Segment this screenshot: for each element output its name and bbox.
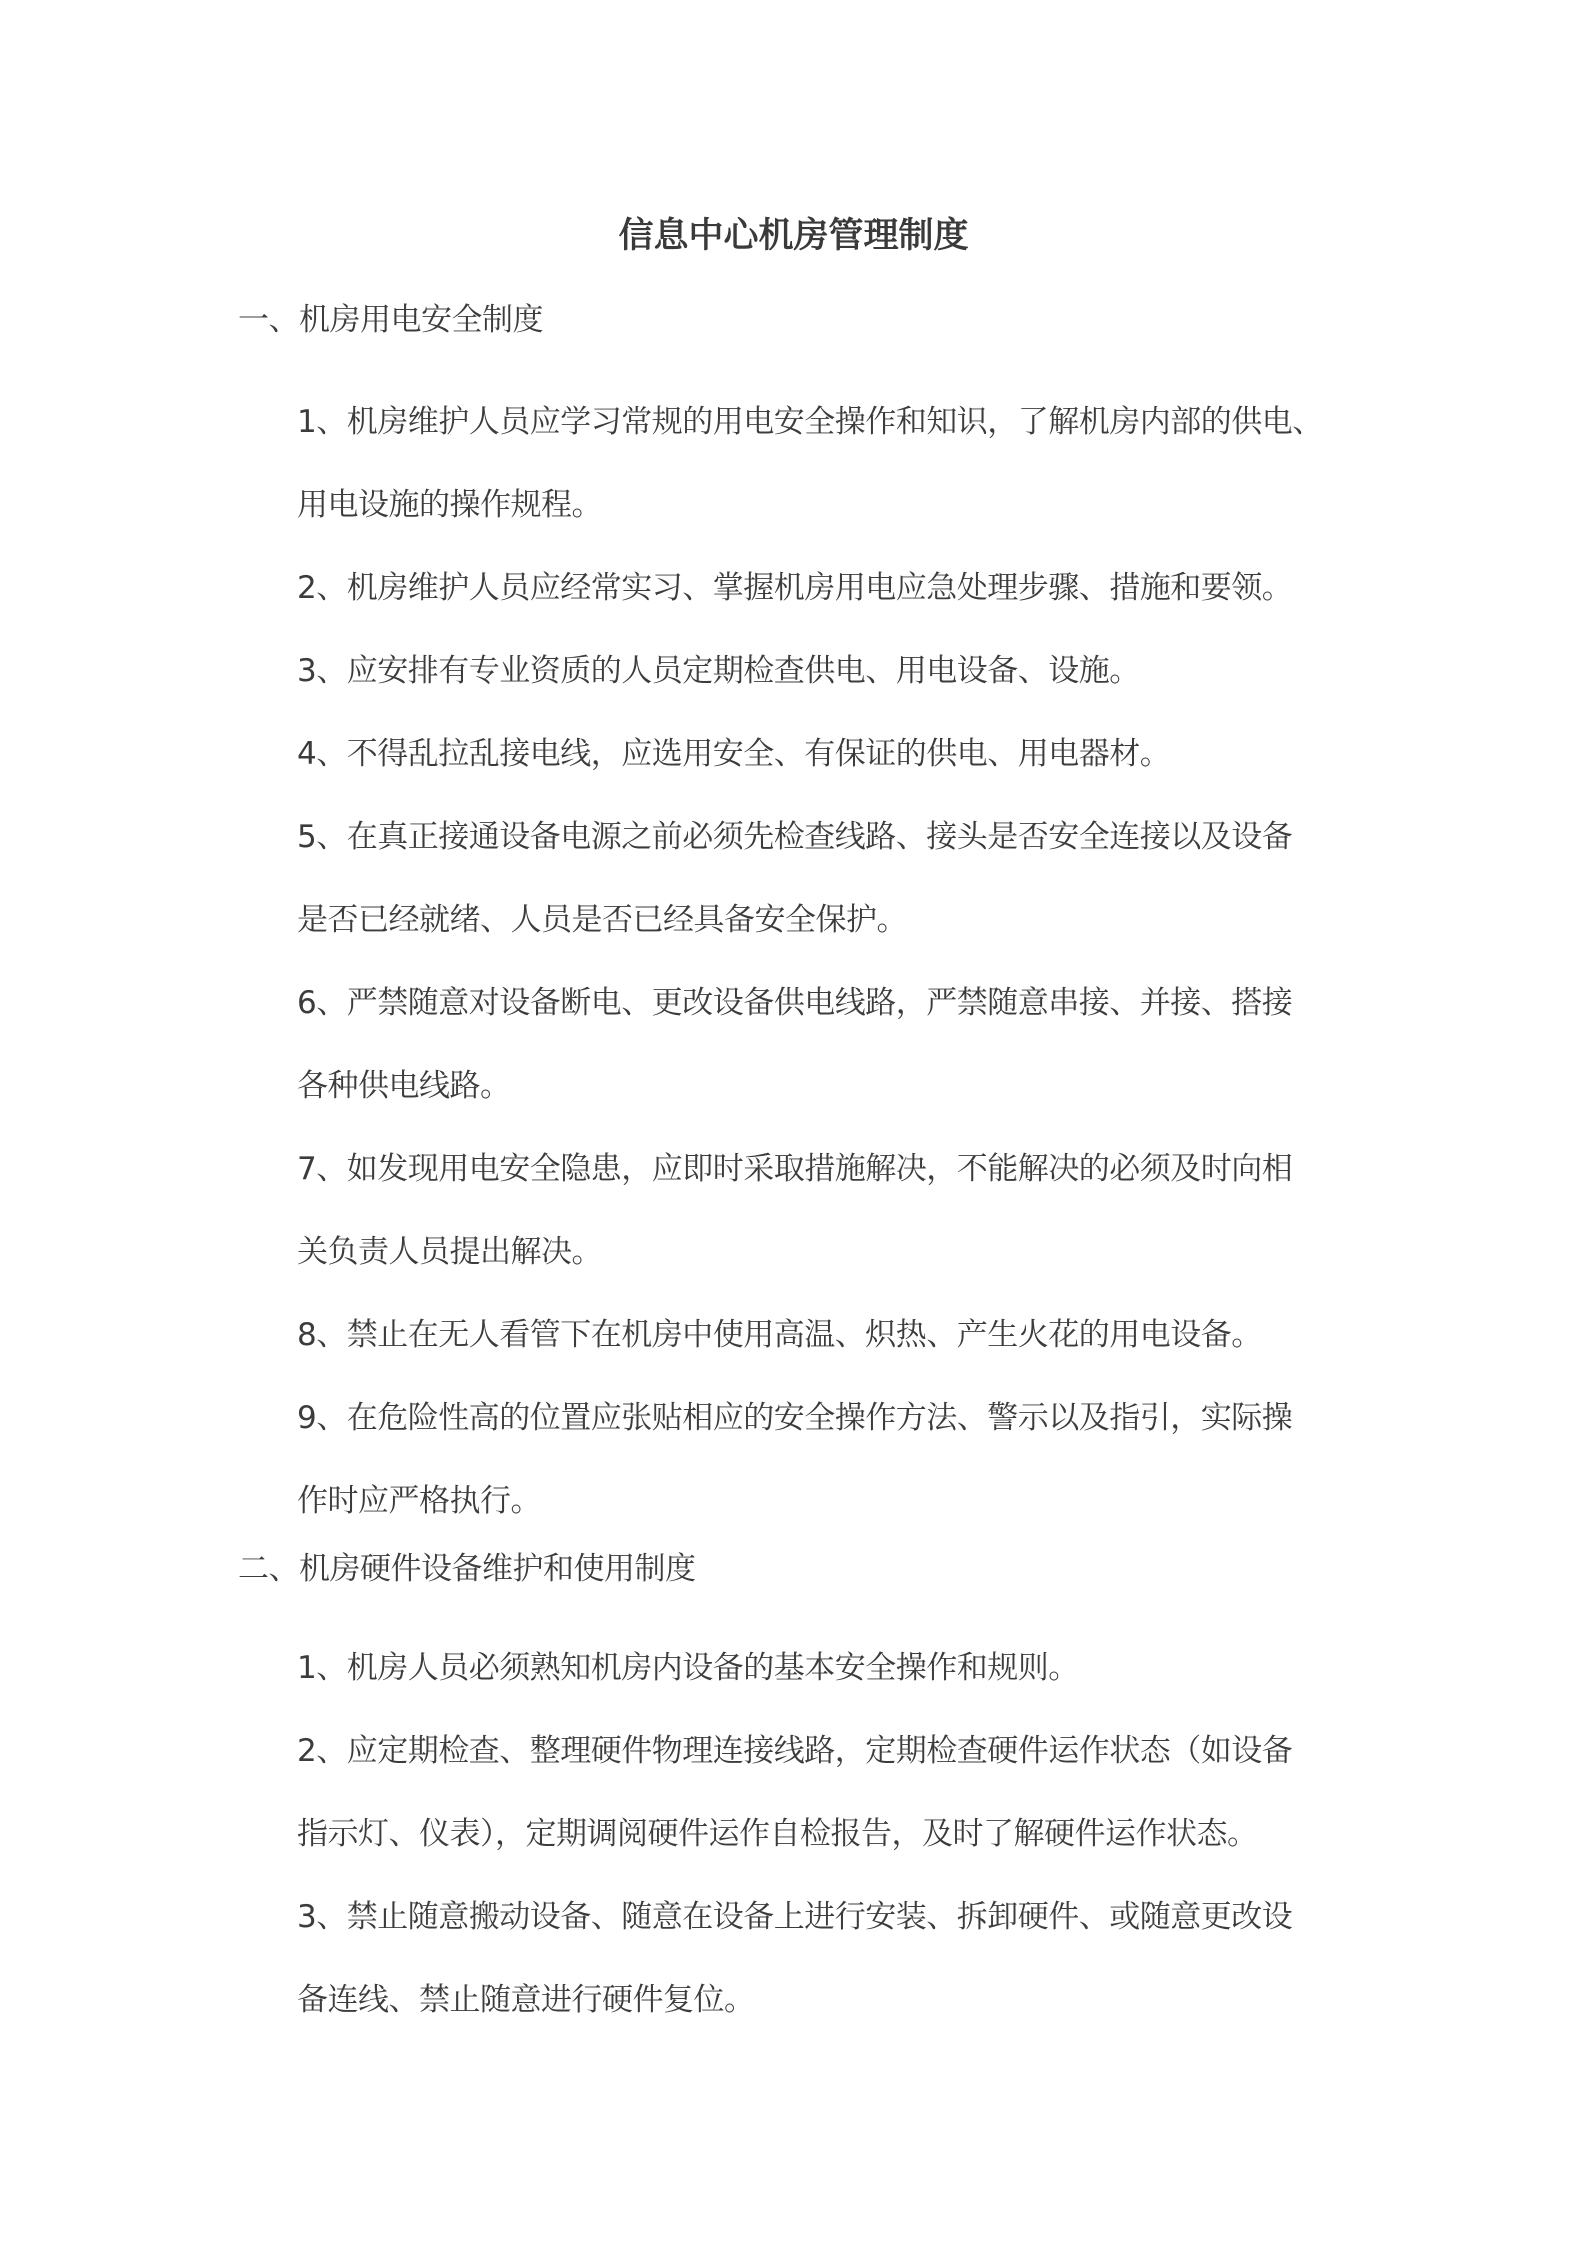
text-line: 5、在真正接通设备电源之前必须先检查线路、接头是否安全连接以及设备 [297,819,1293,855]
list-item [297,796,1357,962]
text-line: 3、禁止随意搬动设备、随意在设备上进行安装、拆卸硬件、或随意更改设 [297,1899,1293,1935]
text-line: 4、不得乱拉乱接电线，应选用安全、有保证的供电、用电器材。 [297,736,1171,772]
list-item [297,1627,1357,1710]
list-item [297,381,1357,547]
list-item [297,1128,1357,1294]
section-heading-electrical-safety: 一、机房用电安全制度 [238,302,543,338]
list-item [297,630,1357,713]
text-line: 2、机房维护人员应经常实习、掌握机房用电应急处理步骤、措施和要领。 [297,570,1293,606]
list-item [297,713,1357,796]
text-line: 指示灯、仪表），定期调阅硬件运作自检报告，及时了解硬件运作状态。 [297,1816,1258,1852]
text-line: 各种供电线路。 [297,1068,511,1104]
text-line: 备连线、禁止随意进行硬件复位。 [297,1982,755,2018]
text-line: 是否已经就绪、人员是否已经具备安全保护。 [297,902,907,938]
list-item [297,547,1357,630]
section-heading-hardware-maintenance: 二、机房硬件设备维护和使用制度 [238,1551,696,1587]
list-item [297,1294,1357,1377]
list-item [297,1876,1357,2042]
text-line: 关负责人员提出解决。 [297,1234,602,1270]
text-line: 8、禁止在无人看管下在机房中使用高温、炽热、产生火花的用电设备。 [297,1317,1262,1353]
text-line: 用电设施的操作规程。 [297,487,602,523]
text-line: 2、应定期检查、整理硬件物理连接线路，定期检查硬件运作状态（如设备 [297,1733,1293,1769]
document-title: 信息中心机房管理制度 [618,216,969,256]
list-item [297,1710,1357,1876]
text-line: 9、在危险性高的位置应张贴相应的安全操作方法、警示以及指引，实际操 [297,1400,1293,1436]
text-line: 6、严禁随意对设备断电、更改设备供电线路，严禁随意串接、并接、搭接 [297,985,1293,1021]
text-line: 1、机房维护人员应学习常规的用电安全操作和知识，了解机房内部的供电、 [297,404,1323,440]
text-line: 作时应严格执行。 [297,1483,541,1519]
text-line: 1、机房人员必须熟知机房内设备的基本安全操作和规则。 [297,1650,1079,1686]
text-line: 7、如发现用电安全隐患，应即时采取措施解决，不能解决的必须及时向相 [297,1151,1293,1187]
list-item [297,962,1357,1128]
text-line: 3、应安排有专业资质的人员定期检查供电、用电设备、设施。 [297,653,1140,689]
list-item [297,1377,1357,1543]
